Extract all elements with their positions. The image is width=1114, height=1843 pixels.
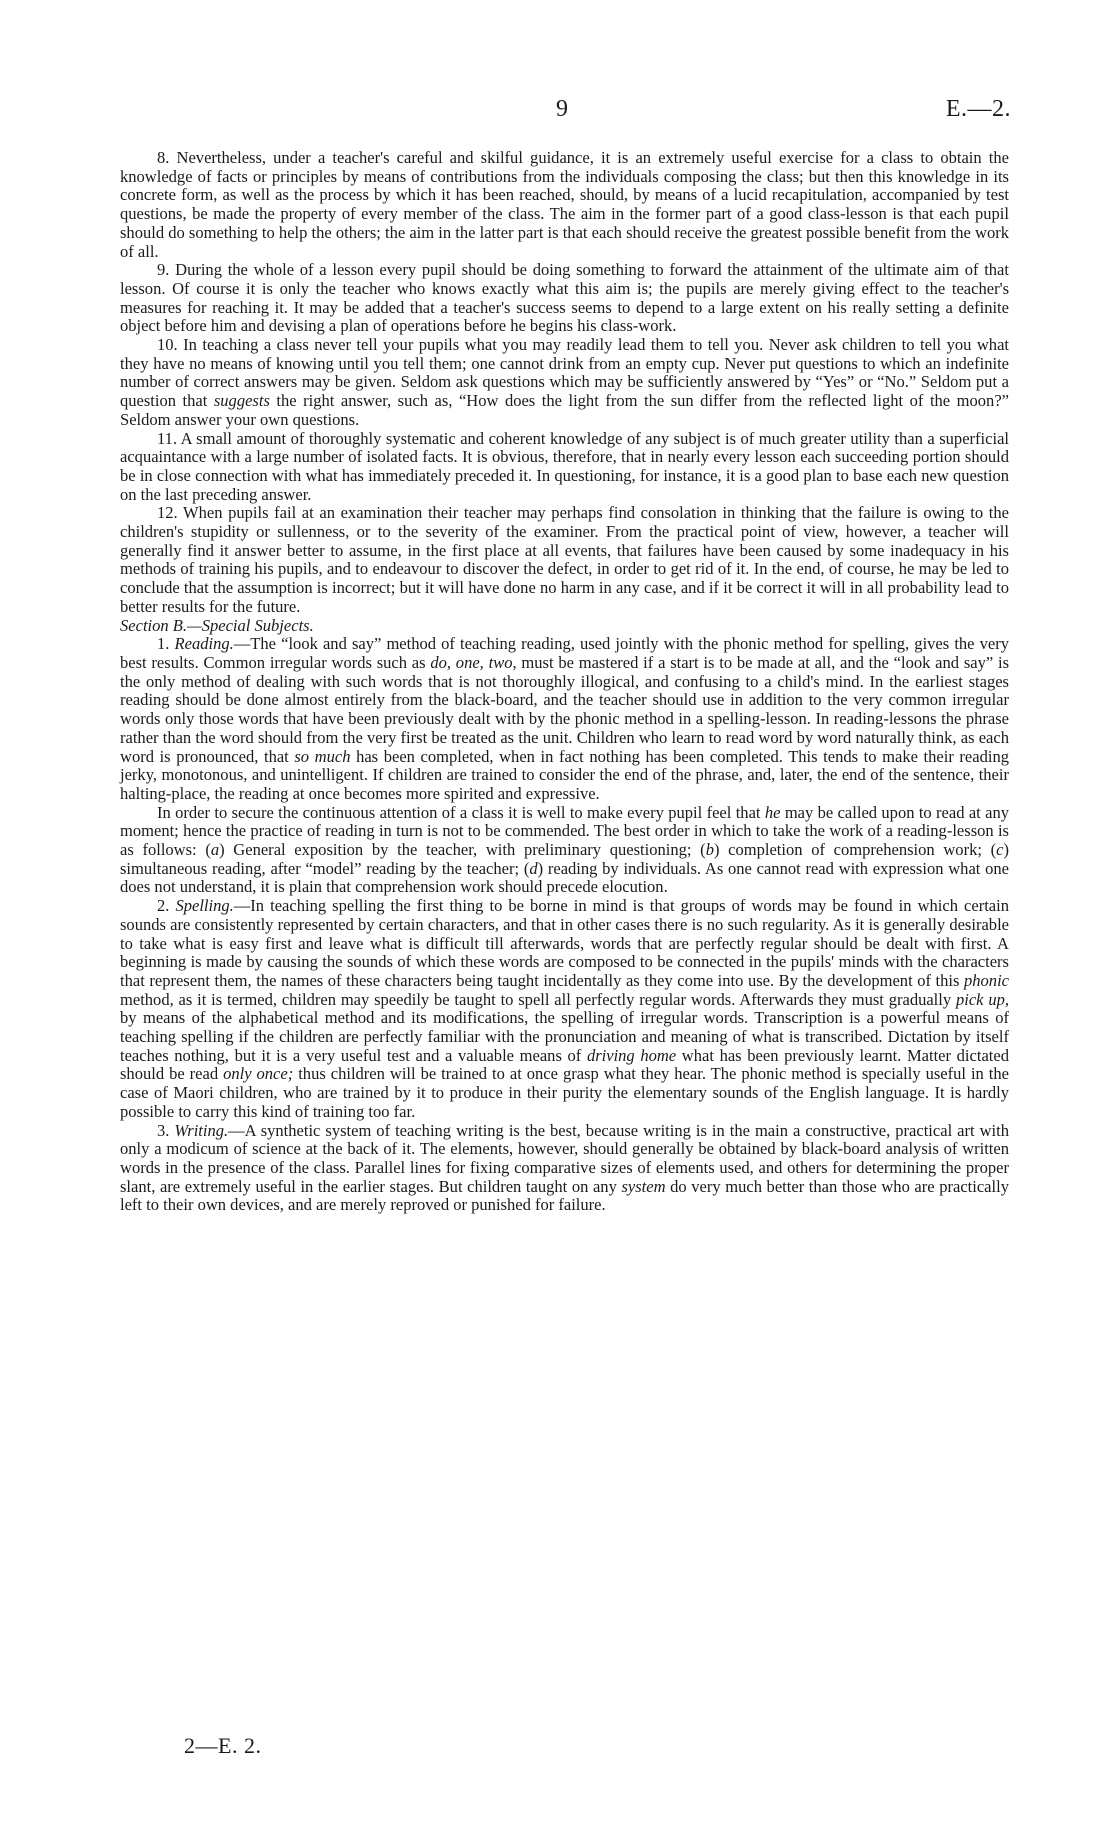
paragraph-reading-order: In order to secure the continuous attention of a class it is well to make every pupil feel that he may be called upon to read at any moment; hence the practice of reading in turn is not to be commended. The best order in which to take the work of a reading-lesson is as follows: (a) General exposition by the teacher, with preliminary questioning; (b) completion of comprehension work; (c) simultaneous reading, after “model” reading by the teacher; (d) reading by individuals. As one cannot read with expression what one does not understand, it is plain that comprehension work should precede elocution.	[120, 802, 1009, 897]
paragraph-10: 10. In teaching a class never tell your pupils what you may readily lead them to tell you. Never ask children to tell you what they have no means of knowing until you tell them; one cannot drink from an empty cup. Never put questions to which an indefinite number of correct answers may be given. Seldom ask questions which may be sufficiently answered by “Yes” or “No.” Seldom put a question that suggests the right answer, such as, “How does the light from the sun differ from the reflected light of the moon?” Seldom answer your own questions.	[120, 335, 1009, 429]
signature-mark: 2—E. 2.	[184, 1733, 262, 1758]
paragraph-11: 11. A small amount of thoroughly systematic and coherent knowledge of any subject is of much greater utility than a superficial acquaintance with a large number of isolated facts. It is obvious, therefore, that in nearly every lesson each succeeding portion should be in close connection with what has immediately preceded it. In questioning, for instance, it is a good plan to base each new question on the last preceding answer.	[120, 428, 1009, 504]
writing-title: Writing.	[174, 1120, 229, 1140]
section-heading: Section B.—Special Subjects.	[120, 615, 314, 635]
paragraph-writing: 3. Writing.—A synthetic system of teaching writing is the best, because writing is in the main a constructive, practical art with only a modicum of science at the back of it. The elements, however, should generally be obtained by black-board analysis of written words in the presence of the class. Parallel lines for fixing comparative sizes of elements used, and others for determining the proper slant, are extremely useful in the earlier stages. But children taught on any system do very much better than those who are practically left to their own devices, and are merely reproved or punished for failure.	[120, 1120, 1009, 1215]
page-body	[120, 149, 1009, 1215]
paragraph-reading: 1. Reading.—The “look and say” method of teaching reading, used jointly with the phonic method for spelling, gives the very best results. Common irregular words such as do, one, two, must be mastered if a start is to be made at all, and the “look and say” is the only method of dealing with such words that is not thoroughly illogical, and confusing to a child's mind. In the earliest stages reading should be done almost entirely from the black-board, and the teacher should use in addition to the very common irregular words only those words that have been previously dealt with by the phonic method in a spelling-lesson. In reading-lessons the phrase rather than the word should from the very first be treated as the unit. Children who learn to read word by word naturally think, as each word is pronounced, that so much has been completed, when in fact nothing has been completed. This tends to make their reading jerky, monotonous, and unintelligent. If children are trained to consider the end of the phrase, and, later, the end of the sentence, their halting-place, the reading at once becomes more spirited and expressive.	[120, 634, 1010, 803]
reading-title: Reading.	[174, 634, 234, 654]
paragraph-9: 9. During the whole of a lesson every pupil should be doing something to forward the attainment of the ultimate aim of that lesson. Of course it is only the teacher who knows exactly what this aim is; the pupils are merely giving effect to the teacher's measures for reaching it. It may be added that a teacher's success seems to depend to a large extent on his really setting a definite object before him and devising a plan of operations before he begins his class-work.	[120, 260, 1009, 336]
spelling-title: Spelling.	[175, 896, 234, 916]
paragraph-12: 12. When pupils fail at an examination their teacher may perhaps find consolation in thinking that the failure is owing to the children's stupidity or sullenness, or to the severity of the examiner. From the practical point of view, however, a teacher will generally find it answer better to assume, in the first place at all events, that failures have been caused by some inadequacy in his methods of training his pupils, and to endeavour to discover the defect, in order to get rid of it. In the end, of course, he may be led to conclude that the assumption is incorrect; but it will have done no harm in any case, and if it be correct it will in all probability lead to better results for the future.	[120, 503, 1009, 616]
document-reference: E.—2.	[945, 96, 1011, 122]
paragraph-8: 8. Nevertheless, under a teacher's careful and skilful guidance, it is an extremely useful exercise for a class to obtain the knowledge of facts or principles by means of contributions from the individuals composing the class; but then this knowledge in its concrete form, as well as the process by which it has been reached, should, by means of a lucid recapitulation, accompanied by test questions, be made the property of every member of the class. The aim in the former part of a good class-lesson is that each pupil should do something to help the others; the aim in the latter part is that each should receive the greatest possible benefit from the work of all.	[120, 148, 1009, 261]
paragraph-spelling: 2. Spelling.—In teaching spelling the first thing to be borne in mind is that groups of words may be found in which certain sounds are consistently represented by certain characters, and that in other cases there is no such regularity. As it is generally desirable to take what is easy first and leave what is difficult till afterwards, words that are perfectly regular should be dealt with first. A beginning is made by causing the sounds of which these words are composed to be connected in the pupils' minds with the characters that represent them, the names of these characters being taught incidentally as they come into use. By the development of this phonic method, as it is termed, children may speedily be taught to spell all perfectly regular words. Afterwards they must gradually pick up, by means of the alphabetical method and its modifications, the spelling of irregular words. Transcription is a powerful means of teaching spelling if the children are perfectly familiar with the pronunciation and meaning of what is transcribed. Dictation by itself teaches nothing, but it is a very useful test and a valuable means of driving home what has been previously learnt. Matter dictated should be read only once; thus children will be trained to at once grasp what they hear. The phonic method is specially useful in the case of Maori children, who are trained by it to produce in their purity the elementary sounds of the English language. It is hardly possible to carry this kind of training too far.	[120, 896, 1009, 1121]
page-number: 9	[556, 96, 568, 122]
page-header	[0, 96, 1114, 130]
